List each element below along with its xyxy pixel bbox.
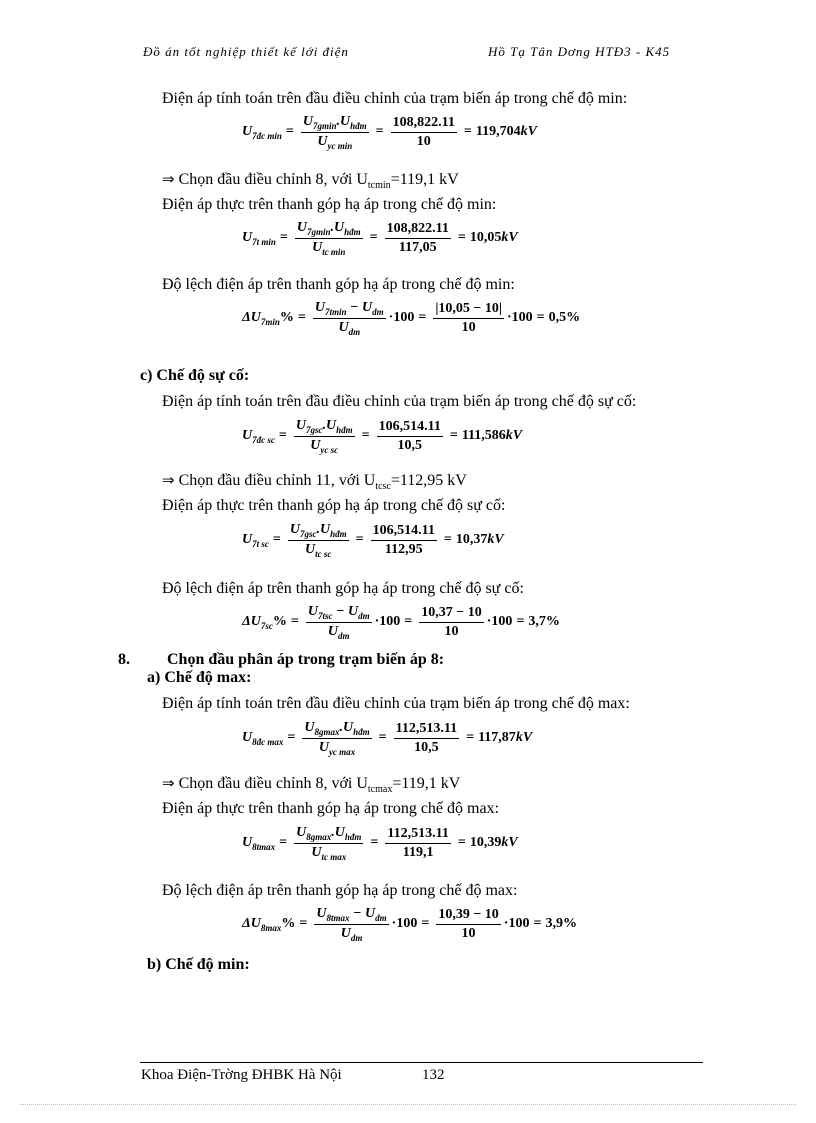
text-line: Điện áp thực trên thanh góp hạ áp trong chế độ sự cố: [162,497,506,514]
section-title: c) Chế độ sự cố: [140,367,250,384]
text-line-choice: ⇒ Chọn đầu điều chỉnh 11, với $U_{tcsc}=112,95$ kV [162,471,467,493]
eq-frac: $\frac{U_{7gmin}.U_{hđm}}{U_{yc min}}$ [302,114,367,151]
equation-du-max: $\Delta U_{8max}$ % = $\frac{U_{8tmax} - U_{dm}}{U_{dm}}$ ·100 = $\frac{10,39 - 10}{10}$ ·100 = 3,9% [242,906,577,943]
text-line-choice: ⇒ Chọn đầu điều chỉnh 8, với $U_{tcmin}=119,1$ kV [162,170,459,192]
text-line: Độ lệch điện áp trên thanh góp hạ áp trong chế độ max: [162,882,518,899]
subsection-title: b) Chế độ min: [147,956,250,973]
header-right: Hồ Tạ Tân Dơng HTĐ3 - K45 [488,44,671,59]
equation-du-min: $\Delta U_{7min}$ % = $\frac{U_{7tmin} - U_{dm}}{U_{dm}}$ ·100 = $\frac{|10,05 - 10|}{10}$ ·100 = 0,5% [242,300,581,337]
eq-frac-values: $\frac{108,822.11}{10}$ [392,114,455,149]
text-line: Điện áp thực trên thanh góp hạ áp trong chế độ max: [162,800,500,817]
section-number: 8. [118,651,130,668]
page-number: 132 [422,1067,445,1083]
header-left: Đồ án tốt nghiệp thiết kế lới điện [143,44,349,59]
text-line: Điện áp thực trên thanh góp hạ áp trong chế độ min: [162,196,497,213]
text-line: Điện áp tính toán trên đầu điều chỉnh của trạm biến áp trong chế độ sự cố: [162,393,637,410]
equation-ut-sc: $U_{7t sc}$ = $\frac{U_{7gsc}.U_{hđm}}{U_{tc sc}}$ = $\frac{106,514.11}{112,95}$ = 10,37 kV [242,522,504,559]
equation-ut-max: $U_{8tmax}$ = $\frac{U_{8gmax}.U_{hđm}}{U_{tc max}}$ = $\frac{112,513.11}{119,1}$ = 10,39 kV [242,825,518,862]
eq-result: 119,704 [475,124,521,140]
text-line: Điện áp tính toán trên đầu điều chỉnh của trạm biến áp trong chế độ min: [162,90,628,107]
text-line: Độ lệch điện áp trên thanh góp hạ áp trong chế độ sự cố: [162,580,524,597]
text-line: Độ lệch điện áp trên thanh góp hạ áp trong chế độ min: [162,276,515,293]
section-title: Chọn đầu phân áp trong trạm biến áp 8: [167,651,445,668]
footer-left: Khoa Điện-Trờng ĐHBK Hà Nội [141,1067,342,1083]
equation-udc-sc: $U_{7đc sc}$ = $\frac{U_{7gsc}.U_{hđm}}{U_{yc sc}}$ = $\frac{106,514.11}{10,5}$ = 111,586 kV [242,418,523,455]
text-line: Điện áp tính toán trên đầu điều chỉnh của trạm biến áp trong chế độ max: [162,695,630,712]
page-edge-divider [20,1104,796,1105]
text-line-choice: ⇒ Chọn đầu điều chỉnh 8, với $U_{tcmax}=119,1$ kV [162,774,461,796]
equation-ut-min: $U_{7t min}$ = $\frac{U_{7gmin}.U_{hđm}}{U_{tc min}}$ = $\frac{108,822.11}{117,05}$ = 10,05 kV [242,220,518,257]
equation-udc-min: $U_{7đc min}$ = $\frac{U_{7gmin}.U_{hđm}}{U_{yc min}}$ = $\frac{108,822.11}{10}$ = 119,704 kV [242,114,537,151]
equation-udc-max: $U_{8đc max}$ = $\frac{U_{8gmax}.U_{hđm}}{U_{yc max}}$ = $\frac{112,513.11}{10,5}$ = 117,87 kV [242,720,533,757]
implies-arrow-icon: ⇒ [162,471,175,489]
subsection-title: a) Chế độ max: [147,669,252,686]
footer-divider [140,1062,703,1063]
eq-lhs: $U_{7đc min}$ [242,123,282,141]
implies-arrow-icon: ⇒ [162,774,175,792]
equation-du-sc: $\Delta U_{7sc}$ % = $\frac{U_{7tsc} - U_{dm}}{U_{dm}}$ ·100 = $\frac{10,37 - 10}{10}$ ·100 = 3,7% [242,604,560,641]
implies-arrow-icon: ⇒ [162,170,175,188]
